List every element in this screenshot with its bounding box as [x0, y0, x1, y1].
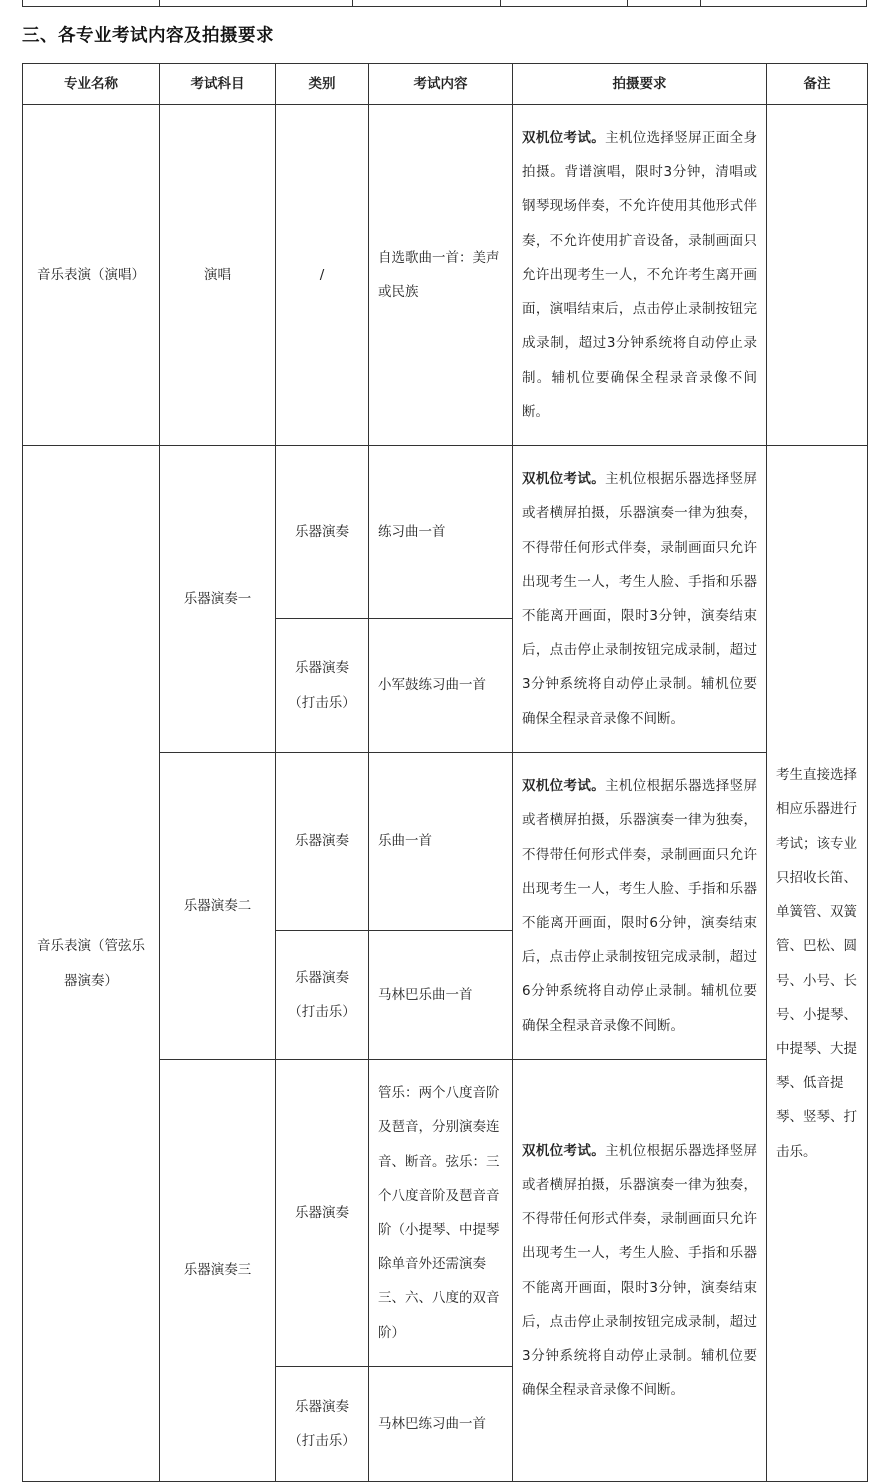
header-major: 专业名称: [23, 64, 160, 105]
subject-cell: 乐器演奏一: [160, 446, 276, 753]
header-subject: 考试科目: [160, 64, 276, 105]
requirements-text: 主机位根据乐器选择竖屏或者横屏拍摄，乐器演奏一律为独奏，不得带任何形式伴奏，录制画面只允许出现考生一人，考生人脸、手指和乐器不能离开画面，限时3分钟，演奏结束后，点击停止录制按钮完成录制，超过3分钟系统将自动停止录制。辅机位要确保全程录音录像不间断。: [522, 471, 757, 727]
subject-cell: 演唱: [160, 105, 276, 446]
requirements-cell: [513, 105, 767, 446]
major-cell: 音乐表演（管弦乐器演奏）: [23, 446, 160, 1482]
previous-table-fragment: [22, 0, 867, 7]
requirements-cell: [513, 753, 767, 1060]
category-cell: 乐器演奏（打击乐）: [276, 931, 369, 1060]
requirements-bold: 双机位考试。: [522, 471, 606, 488]
requirements-text: 主机位根据乐器选择竖屏或者横屏拍摄，乐器演奏一律为独奏，不得带任何形式伴奏，录制画面只允许出现考生一人，考生人脸、手指和乐器不能离开画面，限时3分钟，演奏结束后，点击停止录制按钮完成录制，超过3分钟系统将自动停止录制。辅机位要确保全程录音录像不间断。: [522, 1142, 757, 1399]
table-row: [23, 446, 868, 619]
header-category: 类别: [276, 64, 369, 105]
note-cell: 考生直接选择相应乐器进行考试；该专业只招收长笛、单簧管、双簧管、巴松、圆号、小号、长号、小提琴、中提琴、大提琴、低音提琴、竖琴、打击乐。: [767, 446, 868, 1482]
header-notes: 备注: [767, 64, 868, 105]
subject-cell: 乐器演奏三: [160, 1060, 276, 1482]
content-cell: 马林巴乐曲一首: [369, 931, 513, 1060]
requirements-bold: 双机位考试。: [522, 130, 606, 147]
table-row: [23, 105, 868, 446]
category-cell: 乐器演奏: [276, 446, 369, 619]
category-cell: 乐器演奏: [276, 1060, 369, 1367]
content-cell: 自选歌曲一首：美声或民族: [369, 105, 513, 446]
exam-requirements-table: [22, 63, 868, 1482]
category-cell: 乐器演奏（打击乐）: [276, 1367, 369, 1482]
requirements-text: 主机位根据乐器选择竖屏或者横屏拍摄，乐器演奏一律为独奏，不得带任何形式伴奏，录制画面只允许出现考生一人，考生人脸、手指和乐器不能离开画面，限时6分钟，演奏结束后，点击停止录制按钮完成录制，超过6分钟系统将自动停止录制。辅机位要确保全程录音录像不间断。: [522, 778, 757, 1034]
requirements-text: 主机位选择竖屏正面全身拍摄。背谱演唱，限时3分钟，清唱或钢琴现场伴奏，不允许使用其他形式伴奏，不允许使用扩音设备，录制画面只允许出现考生一人，不允许考生离开画面，演唱结束后，点击停止录制按钮完成录制，超过3分钟系统将自动停止录制。辅机位要确保全程录音录像不间断。: [522, 130, 757, 420]
requirements-bold: 双机位考试。: [522, 778, 606, 795]
section-title: 三、各专业考试内容及拍摄要求: [22, 26, 274, 46]
category-cell: 乐器演奏: [276, 753, 369, 931]
category-cell: 乐器演奏（打击乐）: [276, 619, 369, 753]
note-cell: [767, 105, 868, 446]
content-cell: 乐曲一首: [369, 753, 513, 931]
content-cell: 马林巴练习曲一首: [369, 1367, 513, 1482]
content-cell: 练习曲一首: [369, 446, 513, 619]
requirements-cell: [513, 446, 767, 753]
requirements-bold: 双机位考试。: [522, 1142, 606, 1159]
category-cell: /: [276, 105, 369, 446]
content-cell: 小军鼓练习曲一首: [369, 619, 513, 753]
header-content: 考试内容: [369, 64, 513, 105]
subject-cell: 乐器演奏二: [160, 753, 276, 1060]
table-header-row: [23, 64, 868, 105]
major-cell: 音乐表演（演唱）: [23, 105, 160, 446]
requirements-cell: [513, 1060, 767, 1482]
header-filming-requirements: 拍摄要求: [513, 64, 767, 105]
content-cell: 管乐：两个八度音阶及琶音，分别演奏连音、断音。弦乐：三个八度音阶及琶音音阶（小提琴、中提琴除单音外还需演奏三、六、八度的双音阶）: [369, 1060, 513, 1367]
